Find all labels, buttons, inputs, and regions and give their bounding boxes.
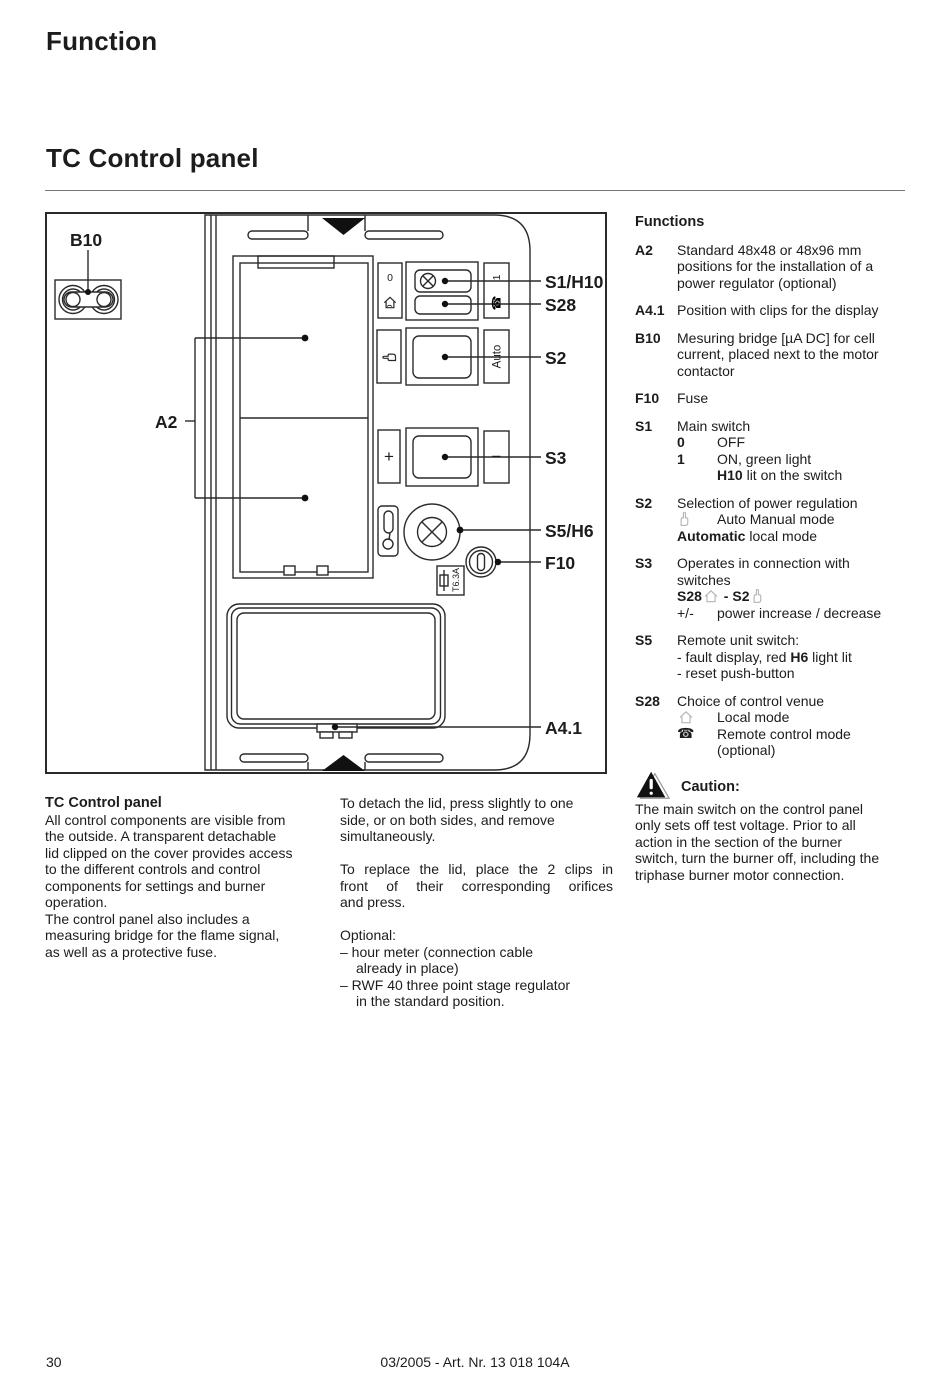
function-entry-s28: S28 Choice of control venue Local mode ☎ Remote control mode (optional) bbox=[635, 692, 851, 758]
bottom-arrow-icon bbox=[322, 755, 365, 771]
wrench-icon bbox=[383, 539, 393, 549]
function-entry-b10: B10 Mesuring bridge [µA DC] for cell current, placed next to the motor contactor bbox=[635, 329, 879, 379]
f10-fuse-holder bbox=[466, 547, 496, 577]
functions-legend bbox=[635, 214, 923, 883]
tc-control-panel-diagram bbox=[45, 212, 608, 775]
function-entry-s2: S2 Selection of power regulation Auto Manual mode Automatic local mode bbox=[635, 494, 858, 544]
label-a4-1: A4.1 bbox=[545, 718, 582, 738]
local-mode-icon bbox=[384, 297, 395, 307]
label-s3: S3 bbox=[545, 448, 567, 468]
a2-module bbox=[233, 256, 373, 578]
section-divider bbox=[45, 190, 905, 191]
phone-icon: ☎ bbox=[677, 725, 695, 742]
a41-display-lid bbox=[227, 604, 445, 728]
label-s2: S2 bbox=[545, 348, 567, 368]
body-middle-column: To detach the lid, press slightly to one side, or on both sides, and remove simultaneously. To replace the lid, place the 2 clips in front of their corresponding orifices and press. Optional: – hour meter (connection cable already in place) – RWF 40 three point stage regulator in the standard position. bbox=[340, 795, 613, 1009]
figure-border bbox=[46, 213, 606, 773]
remote-phone-icon: ☎ bbox=[489, 295, 504, 311]
page-number: 30 bbox=[46, 1354, 62, 1370]
warning-triangle-icon bbox=[635, 770, 671, 801]
manual-mode-icon bbox=[383, 354, 396, 360]
hand-icon bbox=[752, 589, 763, 603]
label-s1-h10: S1/H10 bbox=[545, 272, 604, 292]
label-b10: B10 bbox=[70, 230, 103, 250]
footer-reference: 03/2005 - Art. Nr. 13 018 104A bbox=[380, 1354, 570, 1370]
marking-on: 1 bbox=[491, 274, 503, 281]
marking-plus: + bbox=[384, 447, 394, 466]
control-panel-figure bbox=[45, 212, 608, 780]
house-icon bbox=[679, 711, 693, 724]
caution-header bbox=[635, 770, 923, 801]
page-title: Function bbox=[46, 26, 158, 56]
hand-icon bbox=[679, 512, 690, 526]
function-entry-a41: A4.1 Position with clips for the display bbox=[635, 302, 879, 318]
function-entry-a2: A2 Standard 48x48 or 48x96 mm positions for the installation of a power regulator (optional) bbox=[635, 241, 874, 291]
function-entry-f10: F10 Fuse bbox=[635, 390, 709, 406]
function-entry-s1: S1 Main switch 0 OFF 1 ON, green light H10 lit on the switch bbox=[635, 417, 843, 483]
caution-heading: Caution: bbox=[681, 778, 740, 795]
marking-auto: Auto bbox=[491, 344, 504, 369]
top-arrow-icon bbox=[322, 218, 365, 235]
s2-left-plate bbox=[377, 330, 401, 383]
label-f10: F10 bbox=[545, 553, 576, 573]
optional-heading: Optional: bbox=[340, 927, 397, 943]
label-a2: A2 bbox=[155, 412, 178, 432]
marking-off: 0 bbox=[387, 272, 393, 284]
functions-heading: Functions bbox=[635, 214, 705, 230]
house-icon bbox=[704, 590, 718, 603]
label-s5-h6: S5/H6 bbox=[545, 521, 594, 541]
caution-text: The main switch on the control panel only sets off test voltage. Prior to all action in the section of the burner switch, turn the burner off, including the triphase burner motor connection. bbox=[635, 800, 880, 883]
function-entry-s3: S3 Operates in connection with switches S28 - S2 +/- power increase / decrease bbox=[635, 555, 882, 621]
body-left-column: TC Control panel All control components are visible from the outside. A transparent detachable lid clipped on the cover provides access to the different controls and control components for settings and burner operation. The control panel also includes a measuring bridge for the flame signal, as well as a protective fuse. bbox=[45, 795, 335, 960]
label-s28: S28 bbox=[545, 295, 577, 315]
function-entry-s5: S5 Remote unit switch: - fault display, red H6 light lit - reset push-button bbox=[635, 632, 852, 681]
marking-minus: − bbox=[491, 447, 502, 466]
body-left-heading: TC Control panel bbox=[45, 795, 162, 811]
section-title: TC Control panel bbox=[46, 143, 259, 173]
marking-fuse-rating: T6.3A bbox=[451, 567, 461, 592]
